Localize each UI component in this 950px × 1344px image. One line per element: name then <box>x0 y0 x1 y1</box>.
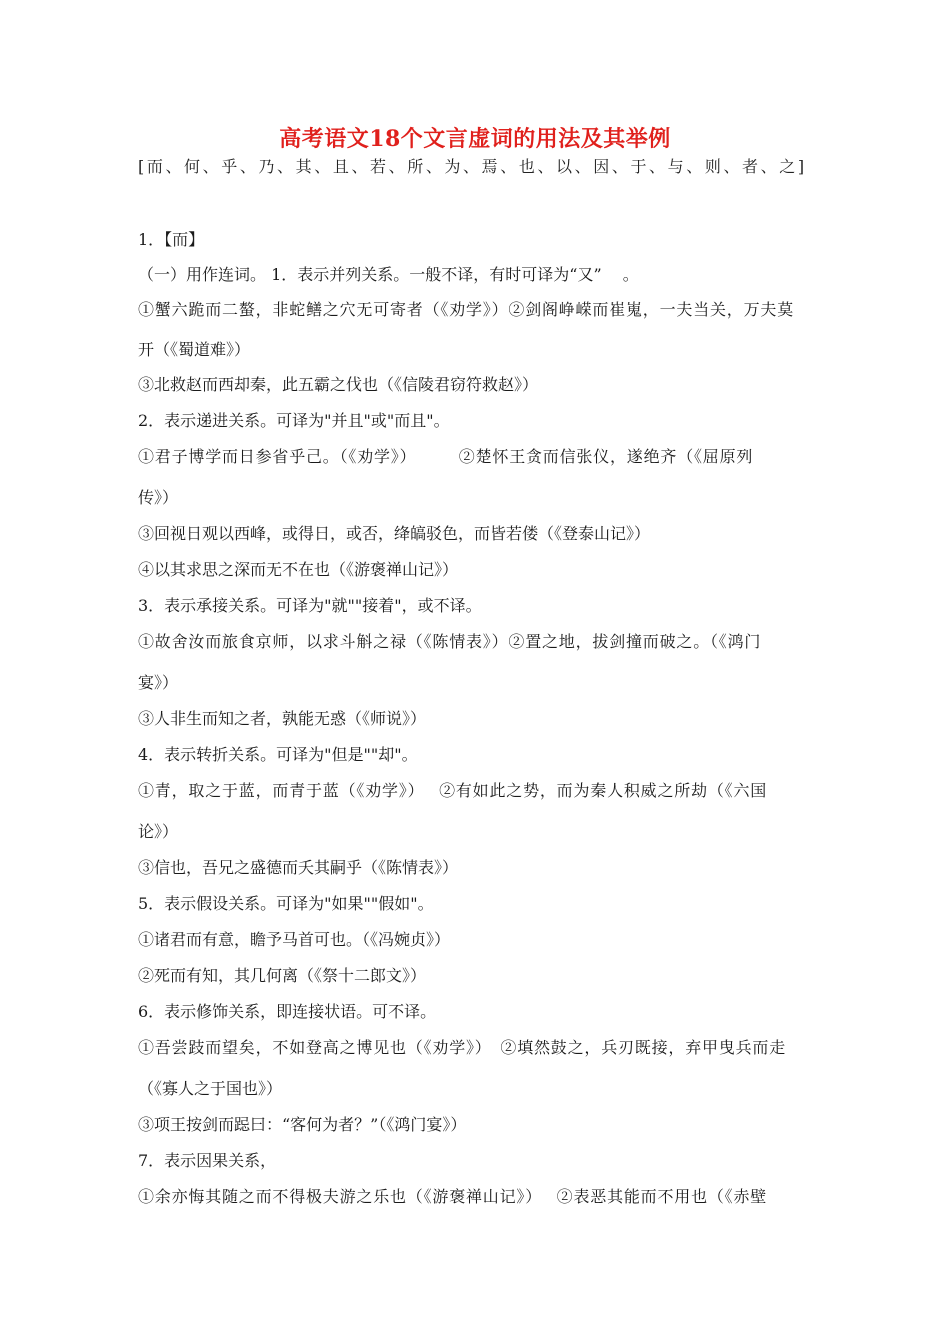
example-line: ②死而有知，其几何离（《祭十二郎文》） <box>138 966 427 985</box>
example-line: ④以其求思之深而无不在也（《游褒禅山记》） <box>138 560 459 579</box>
example-line: ③北救赵而西却秦，此五霸之伐也（《信陵君窃符救赵》） <box>138 375 539 394</box>
example-line: ①青，取之于蓝，而青于蓝（《劝学》） ②有如此之势，而为秦人积威之所劫（《六国 <box>138 781 768 800</box>
example-line: ①君子博学而日参省乎己。（《劝学》） ②楚怀王贪而信张仪，遂绝齐（《屈原列 <box>138 447 754 466</box>
example-line: ③项王按剑而跽曰：“客何为者？”（《鸿门宴》） <box>138 1115 467 1134</box>
example-line: （《寡人之于国也》） <box>138 1079 283 1098</box>
paragraph-line: 7．表示因果关系， <box>138 1151 277 1170</box>
paragraph-line: 4．表示转折关系。可译为"但是""却"。 <box>138 745 418 764</box>
example-line: ③信也，吾兄之盛德而夭其嗣乎（《陈情表》） <box>138 858 459 877</box>
example-line: ①吾尝跂而望矣，不如登高之博见也（《劝学》） ②填然鼓之，兵刃既接，弃甲曳兵而走 <box>138 1038 787 1057</box>
example-line: 论》） <box>138 822 179 841</box>
example-line: 传》） <box>138 488 179 507</box>
example-line: 宴》） <box>138 673 179 692</box>
paragraph-line: （一）用作连词。 1．表示并列关系。一般不译，有时可译为“又” 。 <box>138 265 639 284</box>
example-line: ③人非生而知之者，孰能无惑（《师说》） <box>138 709 427 728</box>
example-line: ①蟹六跪而二螯，非蛇鳝之穴无可寄者（《劝学》）②剑阁峥嵘而崔嵬，一夫当关，万夫莫 <box>138 300 795 319</box>
paragraph-line: 6．表示修饰关系，即连接状语。可不译。 <box>138 1002 437 1021</box>
paragraph-line: 5．表示假设关系。可译为"如果""假如"。 <box>138 894 434 913</box>
document-subtitle: [而、何、乎、乃、其、且、若、所、为、焉、也、以、因、于、与、则、者、之] <box>138 157 807 176</box>
example-line: ①余亦悔其随之而不得极夫游之乐也（《游褒禅山记》） ②表恶其能而不用也（《赤壁 <box>138 1187 768 1206</box>
section-heading: 1．【而】 <box>138 230 205 249</box>
document-title: 高考语文18个文言虚词的用法及其举例 <box>279 126 671 152</box>
example-line: ③回视日观以西峰，或得日，或否，绛皜驳色，而皆若偻（《登泰山记》） <box>138 524 651 543</box>
example-line: ①故舍汝而旅食京师，以求斗斛之禄（《陈情表》）②置之地，拔剑撞而破之。（《鸿门 <box>138 632 762 651</box>
paragraph-line: 3．表示承接关系。可译为"就""接着"，或不译。 <box>138 596 482 615</box>
example-line: 开（《蜀道难》） <box>138 340 251 359</box>
example-line: ①诸君而有意，瞻予马首可也。（《冯婉贞》） <box>138 930 451 949</box>
paragraph-line: 2．表示递进关系。可译为"并且"或"而且"。 <box>138 411 450 430</box>
